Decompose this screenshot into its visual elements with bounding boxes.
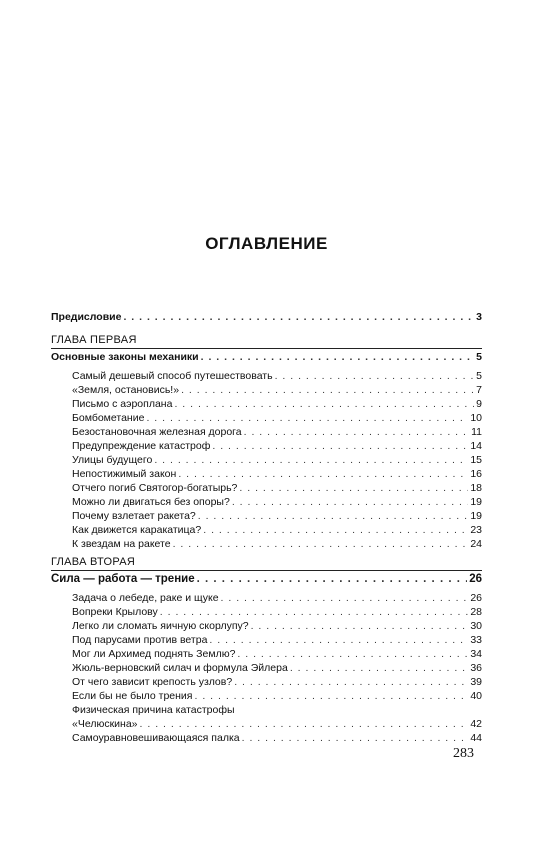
leader-dots [232,496,468,508]
leader-dots [244,426,469,438]
entry-label: Предупреждение катастроф [72,440,211,452]
entry-page: 33 [470,634,482,646]
entry-page: 36 [470,662,482,674]
entry-label: Если бы не было трения [72,690,193,702]
leader-dots [275,370,475,382]
leader-dots [160,606,469,618]
leader-dots [194,690,468,702]
leader-dots [146,412,468,424]
entry-label: Почему взлетает ракета? [72,510,196,522]
toc-entry [72,732,482,744]
entry-page: 24 [470,538,482,550]
toc-entry [72,468,482,480]
entry-page: 19 [470,510,482,522]
entry-page: 15 [470,454,482,466]
page-number: 283 [453,746,474,761]
entry-label: «Челюскина» [72,718,138,730]
leader-dots [237,648,468,660]
toc-entry [72,412,482,424]
entry-page: 9 [476,398,482,410]
leader-dots [221,592,469,604]
entry-label: Как движется каракатица? [72,524,202,536]
leader-dots [197,573,468,585]
toc-entry [72,718,482,730]
leader-dots [234,676,468,688]
toc-entry [72,648,482,660]
entry-page: 44 [470,732,482,744]
entry-label: Можно ли двигаться без опоры? [72,496,230,508]
leader-dots [174,398,474,410]
leader-dots [178,468,468,480]
toc-entry [72,538,482,550]
entry-page: 39 [470,676,482,688]
toc-entry [72,676,482,688]
toc-entry-line-1: Физическая причина катастрофы [72,704,235,716]
entry-page: 7 [476,384,482,396]
entry-page: 34 [470,648,482,660]
entry-page: 14 [470,440,482,452]
entry-label: Письмо с аэроплана [72,398,173,410]
toc-entry [72,440,482,452]
entry-page: 26 [470,592,482,604]
toc-entry [72,454,482,466]
entry-label: «Земля, остановись!» [72,384,180,396]
entry-page: 40 [470,690,482,702]
entry-label: Отчего погиб Святогор-богатырь? [72,482,238,494]
entry-page: 5 [476,370,482,382]
chapter-rule [51,348,482,349]
toc-entry-chapter-title [51,351,482,363]
chapter-heading: ГЛАВА ПЕРВАЯ [51,334,137,346]
toc-entry [72,370,482,382]
leader-dots [173,538,469,550]
entry-page: 10 [470,412,482,424]
entry-page: 5 [476,351,482,363]
toc-entry [72,482,482,494]
entry-label: Вопреки Крылову [72,606,158,618]
leader-dots [123,311,474,323]
toc-entry [72,662,482,674]
leader-dots [198,510,469,522]
toc-entry [72,510,482,522]
entry-label: Сила — работа — трение [51,573,195,585]
entry-page: 26 [469,573,482,585]
entry-page: 30 [470,620,482,632]
chapter-rule [51,570,482,571]
leader-dots [181,384,474,396]
entry-label: Самый дешевый способ путешествовать [72,370,273,382]
toc-entry [72,606,482,618]
entry-label: Задача о лебеде, раке и щуке [72,592,219,604]
chapter-heading: ГЛАВА ВТОРАЯ [51,556,136,568]
leader-dots [251,620,469,632]
entry-page: 19 [470,496,482,508]
toc-entry [72,524,482,536]
leader-dots [212,440,468,452]
entry-label: К звездам на ракете [72,538,171,550]
entry-label: Легко ли сломать яичную скорлупу? [72,620,249,632]
entry-label: Непостижимый закон [72,468,177,480]
entry-label: Мог ли Архимед поднять Землю? [72,648,236,660]
entry-label: Безостановочная железная дорога [72,426,242,438]
leader-dots [154,454,468,466]
entry-label: Предисловие [51,311,122,323]
entry-label: Основные законы механики [51,351,199,363]
leader-dots [239,482,468,494]
toc-entry-preface [51,311,482,323]
entry-label: От чего зависит крепость узлов? [72,676,233,688]
entry-label: Жюль-верновский силач и формула Эйлера [72,662,288,674]
leader-dots [290,662,469,674]
toc-entry [72,426,482,438]
leader-dots [242,732,469,744]
entry-label: Улицы будущего [72,454,153,466]
leader-dots [140,718,469,730]
entry-page: 18 [470,482,482,494]
entry-page: 28 [470,606,482,618]
leader-dots [201,351,475,363]
toc-entry [72,398,482,410]
entry-page: 42 [470,718,482,730]
entry-label: Под парусами против ветра [72,634,208,646]
leader-dots [209,634,468,646]
toc-entry [72,384,482,396]
toc-title: ОГЛАВЛЕНИЕ [205,234,328,253]
toc-entry [72,620,482,632]
toc-entry [72,496,482,508]
entry-label: Бомбометание [72,412,145,424]
toc-entry [72,690,482,702]
entry-page: 16 [470,468,482,480]
entry-page: 11 [471,426,482,438]
toc-entry-chapter-title [51,573,482,585]
entry-label: Самоуравновешивающаяся палка [72,732,240,744]
leader-dots [203,524,468,536]
toc-entry [72,634,482,646]
entry-page: 3 [476,311,482,323]
toc-entry [72,592,482,604]
entry-page: 23 [470,524,482,536]
